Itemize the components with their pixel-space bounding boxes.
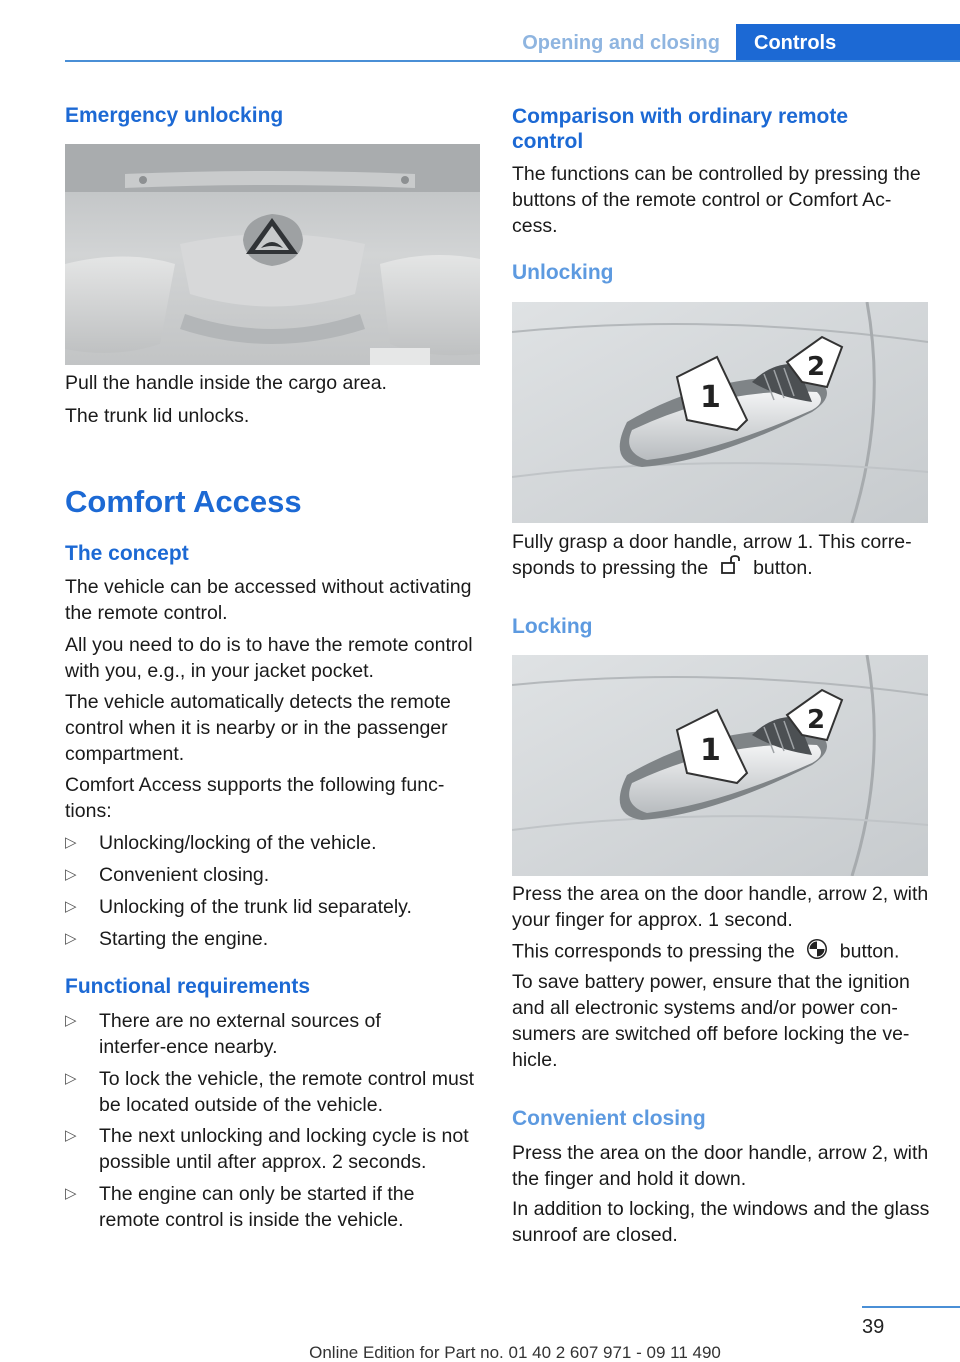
list-item: ▷ The next unlocking and locking cycle is not possible until after approx. 2 seconds. xyxy=(65,1125,469,1173)
concept-title: The concept xyxy=(65,542,189,565)
unlocking-text: Fully grasp a door handle, arrow 1. This corre-sponds to pressing the button. xyxy=(512,529,930,582)
comparison-text: The functions can be controlled by pressing the buttons of the remote control or Comfort Ac-cess. xyxy=(512,163,921,237)
locking-text-1: Press the area on the door handle, arrow 2, with your finger for approx. 1 second. xyxy=(512,883,929,931)
header-rule xyxy=(65,60,960,62)
list-item: ▷ Unlocking/locking of the vehicle. xyxy=(65,832,377,854)
svg-text:2: 2 xyxy=(807,352,826,382)
comparison-title: Comparison with ordinary remote control xyxy=(512,105,849,153)
list-item: ▷ To lock the vehicle, the remote control must be located outside of the vehicle. xyxy=(65,1068,475,1116)
triangle-bullet-icon: ▷ xyxy=(65,930,77,947)
svg-text:2: 2 xyxy=(807,705,826,735)
header-chapter: Controls xyxy=(736,24,960,62)
svg-text:1: 1 xyxy=(700,380,721,415)
concept-text-3: The vehicle automatically detects the remote control when it is nearby or in the passenger compartment. xyxy=(65,691,451,765)
locking-title: Locking xyxy=(512,615,593,638)
closing-text-1: Press the area on the door handle, arrow 2, with the finger and hold it down. xyxy=(512,1142,929,1190)
list-item: ▷ Starting the engine. xyxy=(65,928,269,950)
emergency-text-1: Pull the handle inside the cargo area. xyxy=(65,372,387,394)
page-number: 39 xyxy=(862,1316,885,1338)
list-item: ▷ The engine can only be started if the remote control is inside the vehicle. xyxy=(65,1183,415,1231)
bmw-lock-icon xyxy=(800,938,834,967)
list-item: ▷ Unlocking of the trunk lid separately. xyxy=(65,896,412,918)
comfort-access-title: Comfort Access xyxy=(65,484,302,519)
unlock-icon xyxy=(714,555,748,582)
triangle-bullet-icon: ▷ xyxy=(65,898,77,915)
header-section: Opening and closing xyxy=(522,32,720,54)
emergency-unlocking-title: Emergency unlocking xyxy=(65,104,284,127)
triangle-bullet-icon: ▷ xyxy=(65,1127,77,1144)
svg-text:1: 1 xyxy=(700,733,721,768)
trunk-handle-image xyxy=(65,144,480,365)
triangle-bullet-icon: ▷ xyxy=(65,866,77,883)
door-handle-unlock-image xyxy=(512,302,928,523)
concept-text-4: Comfort Access supports the following func-tions: xyxy=(65,774,445,822)
unlocking-title: Unlocking xyxy=(512,261,614,284)
functional-requirements-title: Functional requirements xyxy=(65,975,311,998)
locking-text-3: To save battery power, ensure that the ignition and all electronic systems and/or power con-sumers are switched off before locking the ve-hicle. xyxy=(512,971,910,1071)
locking-text-2: This corresponds to pressing the button. xyxy=(512,938,930,967)
triangle-bullet-icon: ▷ xyxy=(65,1185,77,1202)
closing-text-2: In addition to locking, the windows and the glass sunroof are closed. xyxy=(512,1198,930,1246)
concept-text-1: The vehicle can be accessed without activating the remote control. xyxy=(65,576,472,624)
triangle-bullet-icon: ▷ xyxy=(65,1012,77,1029)
list-item: ▷ There are no external sources of interfer-ence nearby. xyxy=(65,1010,381,1058)
emergency-text-2: The trunk lid unlocks. xyxy=(65,405,250,427)
convenient-closing-title: Convenient closing xyxy=(512,1107,706,1130)
list-item: ▷ Convenient closing. xyxy=(65,864,270,886)
concept-text-2: All you need to do is to have the remote control with you, e.g., in your jacket pocket. xyxy=(65,634,473,682)
door-handle-lock-image xyxy=(512,655,928,876)
footer-rule xyxy=(862,1306,960,1308)
triangle-bullet-icon: ▷ xyxy=(65,834,77,851)
edition-note: Online Edition for Part no. 01 40 2 607 971 - 09 11 490 xyxy=(309,1343,721,1362)
triangle-bullet-icon: ▷ xyxy=(65,1070,77,1087)
